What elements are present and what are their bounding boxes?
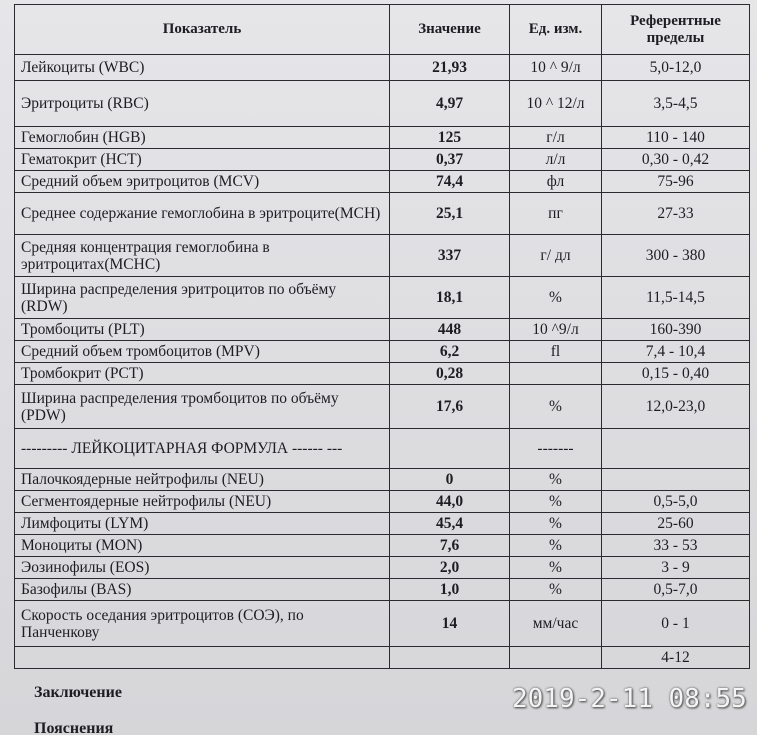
table-row	[15, 557, 750, 579]
param-ref: 7,4 - 10,4	[602, 341, 750, 363]
param-name	[15, 647, 390, 669]
param-ref: 27-33	[602, 193, 750, 235]
table-row	[15, 277, 750, 319]
table-row	[15, 579, 750, 601]
param-value: 21,93	[390, 55, 510, 81]
param-unit: пг	[510, 193, 602, 235]
param-ref: 11,5-14,5	[602, 277, 750, 319]
table-row	[15, 363, 750, 385]
param-value: 74,4	[390, 171, 510, 193]
param-name: Эозинофилы (EOS)	[15, 557, 390, 579]
param-unit: л/л	[510, 149, 602, 171]
param-name: Базофилы (BAS)	[15, 579, 390, 601]
param-ref	[602, 469, 750, 491]
param-value: 45,4	[390, 513, 510, 535]
param-ref: 0,15 - 0,40	[602, 363, 750, 385]
param-name: Моноциты (MON)	[15, 535, 390, 557]
param-unit: г/ дл	[510, 235, 602, 277]
section-title: --------- ЛЕЙКОЦИТАРНАЯ ФОРМУЛА ------ ---	[15, 429, 390, 469]
param-ref: 300 - 380	[602, 235, 750, 277]
explanation-heading: Пояснения	[34, 720, 114, 735]
photo-timestamp: 2019-2-11 08:55	[512, 684, 747, 714]
param-unit: 10 ^ 9/л	[510, 55, 602, 81]
param-name: Тромбоциты (PLT)	[15, 319, 390, 341]
param-ref: 33 - 53	[602, 535, 750, 557]
param-unit: мм/час	[510, 601, 602, 647]
table-row	[15, 319, 750, 341]
param-value: 7,6	[390, 535, 510, 557]
param-value: 44,0	[390, 491, 510, 513]
header-value: Значение	[390, 5, 510, 55]
param-name: Лейкоциты (WBC)	[15, 55, 390, 81]
param-name: Ширина распределения эритроцитов по объёму (RDW)	[15, 277, 390, 319]
table-header-row	[15, 5, 750, 55]
param-ref: 0,5-5,0	[602, 491, 750, 513]
param-value: 4,97	[390, 81, 510, 127]
header-ref: Референтные пределы	[602, 5, 750, 55]
section-row	[15, 429, 750, 469]
param-value: 14	[390, 601, 510, 647]
table-row	[15, 171, 750, 193]
table-row	[15, 469, 750, 491]
lab-results-table	[14, 4, 750, 669]
param-name: Ширина распределения тромбоцитов по объёму (PDW)	[15, 385, 390, 429]
param-value: 2,0	[390, 557, 510, 579]
param-value: 18,1	[390, 277, 510, 319]
param-name: Сегментоядерные нейтрофилы (NEU)	[15, 491, 390, 513]
param-unit: fl	[510, 341, 602, 363]
param-ref: 5,0-12,0	[602, 55, 750, 81]
header-param: Показатель	[15, 5, 390, 55]
section-unit: -------	[510, 429, 602, 469]
param-value: 0,37	[390, 149, 510, 171]
table-row	[15, 193, 750, 235]
table-row	[15, 601, 750, 647]
table-row	[15, 513, 750, 535]
table-row	[15, 55, 750, 81]
conclusion-heading: Заключение	[34, 684, 122, 701]
param-unit: %	[510, 513, 602, 535]
param-ref: 110 - 140	[602, 127, 750, 149]
param-name: Эритроциты (RBC)	[15, 81, 390, 127]
param-ref: 12,0-23,0	[602, 385, 750, 429]
param-ref: 25-60	[602, 513, 750, 535]
param-unit	[510, 647, 602, 669]
param-name: Среднее содержание гемоглобина в эритроците(MCH)	[15, 193, 390, 235]
param-ref: 0,5-7,0	[602, 579, 750, 601]
param-name: Гемоглобин (HGB)	[15, 127, 390, 149]
param-name: Средняя концентрация гемоглобина в эритроцитах(MCHC)	[15, 235, 390, 277]
param-unit: %	[510, 277, 602, 319]
param-name: Средний объем эритроцитов (MCV)	[15, 171, 390, 193]
param-name: Скорость оседания эритроцитов (СОЭ), по Панченкову	[15, 601, 390, 647]
table-row	[15, 341, 750, 363]
param-unit: %	[510, 557, 602, 579]
param-ref: 0,30 - 0,42	[602, 149, 750, 171]
param-unit: %	[510, 385, 602, 429]
param-value: 1,0	[390, 579, 510, 601]
param-value: 337	[390, 235, 510, 277]
table-row	[15, 385, 750, 429]
param-unit: %	[510, 491, 602, 513]
param-value: 0	[390, 469, 510, 491]
table-row	[15, 535, 750, 557]
param-unit: г/л	[510, 127, 602, 149]
param-unit: %	[510, 469, 602, 491]
param-unit: 10 ^9/л	[510, 319, 602, 341]
param-ref: 75-96	[602, 171, 750, 193]
param-value: 0,28	[390, 363, 510, 385]
param-name: Лимфоциты (LYM)	[15, 513, 390, 535]
param-unit: %	[510, 535, 602, 557]
param-unit: %	[510, 579, 602, 601]
param-value: 25,1	[390, 193, 510, 235]
param-value	[390, 647, 510, 669]
table-row	[15, 81, 750, 127]
header-unit: Ед. изм.	[510, 5, 602, 55]
section-empty-ref	[602, 429, 750, 469]
table-row	[15, 491, 750, 513]
table-row	[15, 647, 750, 669]
param-value: 6,2	[390, 341, 510, 363]
param-ref: 3,5-4,5	[602, 81, 750, 127]
param-name: Палочкоядерные нейтрофилы (NEU)	[15, 469, 390, 491]
param-unit: фл	[510, 171, 602, 193]
param-value: 125	[390, 127, 510, 149]
section-empty-value	[390, 429, 510, 469]
table-row	[15, 235, 750, 277]
param-value: 448	[390, 319, 510, 341]
param-ref: 4-12	[602, 647, 750, 669]
param-ref: 3 - 9	[602, 557, 750, 579]
param-unit: 10 ^ 12/л	[510, 81, 602, 127]
param-ref: 0 - 1	[602, 601, 750, 647]
table-row	[15, 127, 750, 149]
param-name: Тромбокрит (PCT)	[15, 363, 390, 385]
param-unit	[510, 363, 602, 385]
param-value: 17,6	[390, 385, 510, 429]
param-ref: 160-390	[602, 319, 750, 341]
param-name: Средний объем тромбоцитов (MPV)	[15, 341, 390, 363]
param-name: Гематокрит (HCT)	[15, 149, 390, 171]
table-row	[15, 149, 750, 171]
